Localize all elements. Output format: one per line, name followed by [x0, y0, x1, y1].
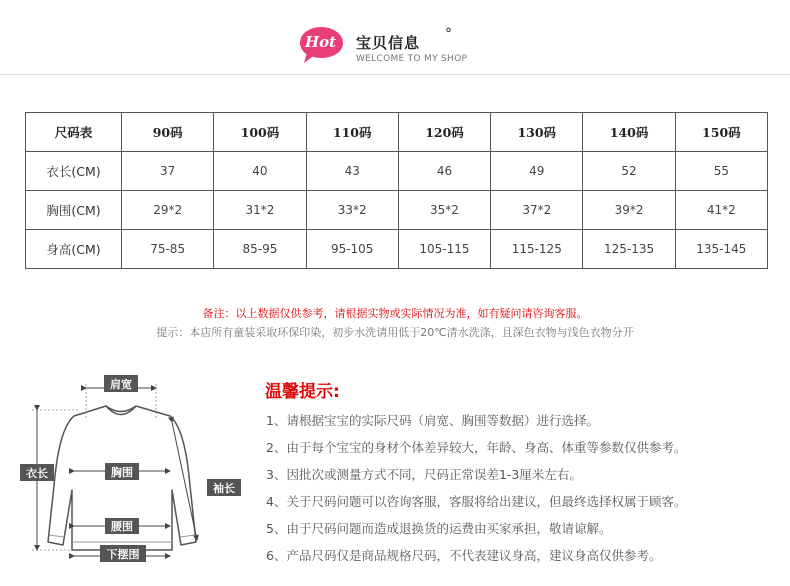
table-cell: 95-105: [306, 230, 398, 269]
table-cell: 49: [491, 152, 583, 191]
tips-title: 温馨提示:: [265, 382, 340, 402]
chest-label: 胸围: [111, 466, 133, 479]
table-header-cell: 100码: [214, 113, 306, 152]
table-cell: 115-125: [491, 230, 583, 269]
table-cell: 125-135: [583, 230, 675, 269]
table-cell: 52: [583, 152, 675, 191]
list-item: 5、由于尺码问题而造成退换货的运费由买家承担，敬请谅解。: [266, 521, 612, 536]
table-header-cell: 尺码表: [26, 113, 122, 152]
table-cell: 29*2: [122, 191, 214, 230]
size-chart-table: [25, 112, 768, 269]
list-item: 1、请根据宝宝的实际尺码（肩宽、胸围等数据）进行选择。: [266, 413, 599, 428]
table-cell: 40: [214, 152, 306, 191]
list-item: 6、产品尺码仅是商品规格尺码，不代表建议身高，建议身高仅供参考。: [266, 548, 662, 563]
table-row: [26, 230, 768, 269]
page-subtitle: WELCOME TO MY SHOP: [356, 54, 468, 64]
table-header-cell: 150码: [675, 113, 767, 152]
table-header-cell: 120码: [398, 113, 490, 152]
table-header-cell: 140码: [583, 113, 675, 152]
remark-note: 备注：以上数据仅供参考，请根据实物或实际情况为准，如有疑问请咨询客服。: [202, 307, 588, 320]
table-cell: 105-115: [398, 230, 490, 269]
table-cell: 39*2: [583, 191, 675, 230]
tips-list: [266, 411, 686, 573]
table-cell: 37*2: [491, 191, 583, 230]
table-header-cell: 130码: [491, 113, 583, 152]
table-header-cell: 90码: [122, 113, 214, 152]
table-header-cell: 110码: [306, 113, 398, 152]
table-cell: 35*2: [398, 191, 490, 230]
waist-label: 腰围: [111, 520, 133, 533]
table-cell: 37: [122, 152, 214, 191]
hem-label: 下摆围: [106, 548, 140, 561]
table-cell: 46: [398, 152, 490, 191]
shop-header: [299, 20, 539, 70]
washing-tip: 提示：本店所有童装采取环保印染，初步水洗请用低于20℃清水洗涤，且深色衣物与浅色衣物分开: [156, 326, 634, 339]
length-label: 衣长: [26, 467, 48, 480]
shoulder-label: 肩宽: [110, 378, 132, 391]
hot-label: Hot: [305, 33, 337, 51]
table-cell: 75-85: [122, 230, 214, 269]
row-label: 衣长(CM): [26, 152, 122, 191]
page-title: 宝贝信息: [356, 34, 421, 52]
table-cell: 85-95: [214, 230, 306, 269]
table-cell: 135-145: [675, 230, 767, 269]
list-item: 2、由于每个宝宝的身材个体差异较大，年龄、身高、体重等参数仅供参考。: [266, 440, 687, 455]
table-cell: 33*2: [306, 191, 398, 230]
table-row: [26, 152, 768, 191]
list-item: 4、关于尺码问题可以咨询客服，客服将给出建议，但最终选择权属于顾客。: [266, 494, 687, 509]
row-label: 胸围(CM): [26, 191, 122, 230]
table-cell: 31*2: [214, 191, 306, 230]
table-cell: 43: [306, 152, 398, 191]
sleeve-label: 袖长: [213, 482, 235, 495]
garment-measurement-diagram: [10, 366, 250, 571]
title-mark: °: [445, 26, 452, 42]
table-cell: 55: [675, 152, 767, 191]
header-divider: [0, 74, 790, 75]
table-row: [26, 191, 768, 230]
table-cell: 41*2: [675, 191, 767, 230]
list-item: 3、因批次或测量方式不同，尺码正常误差1-3厘米左右。: [266, 467, 582, 482]
row-label: 身高(CM): [26, 230, 122, 269]
table-header-row: [26, 113, 768, 152]
